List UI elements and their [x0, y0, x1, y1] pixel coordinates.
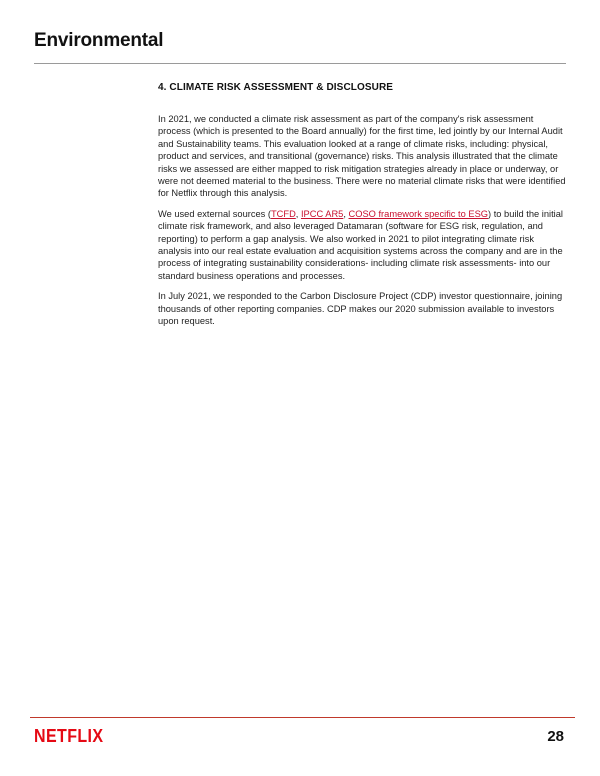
- section-heading: 4. CLIMATE RISK ASSESSMENT & DISCLOSURE: [158, 82, 394, 93]
- paragraph-climate-risk-assessment: In 2021, we conducted a climate risk assessment as part of the company's risk assessment process (which is presented to the Board annually) for the first time, led jointly by our Internal Audit and Sustainability teams. This evaluation looked at a range of climate risks, including: physical, product and services, and transitional (governance) risks. This analysis illustrated that the climate risks we assessed are either mapped to risk mitigation strategies already in place or underway, or were not deemed material to the business. There were no material climate risks that were identified for Netflix through this analysis.: [158, 114, 566, 199]
- main-content: [158, 82, 568, 336]
- separator-text: ,: [295, 208, 301, 219]
- paragraph-external-sources: [158, 208, 568, 282]
- ipcc-ar5-link[interactable]: IPCC AR5: [300, 208, 344, 219]
- separator-text: ,: [343, 208, 349, 219]
- paragraph-text: We used external sources (: [158, 208, 271, 219]
- tcfd-link[interactable]: TCFD: [271, 208, 296, 219]
- footer-divider: [30, 717, 575, 718]
- page-title: Environmental: [34, 30, 164, 51]
- paragraph-text: ) to build the initial climate risk framework, and also leveraged Datamaran (software for ESG risk, regulation, and reporting) to perform a gap analysis. We also worked in 2021 to pilot integrating climate risk analysis into our real estate evaluation and acquisition systems across the company and are in the process of integrating sustainability considerations- including climate risk assessments- into our standard business operations and processes.: [158, 208, 563, 281]
- netflix-logo: NETFLIX: [34, 727, 104, 747]
- header-divider: [34, 63, 566, 64]
- paragraph-cdp: In July 2021, we responded to the Carbon Disclosure Project (CDP) investor questionnaire, joining thousands of other reporting companies. CDP makes our 2020 submission available to investors upon request.: [158, 291, 563, 327]
- coso-framework-link[interactable]: COSO framework specific to ESG: [348, 208, 489, 219]
- page-number: 28: [547, 728, 564, 745]
